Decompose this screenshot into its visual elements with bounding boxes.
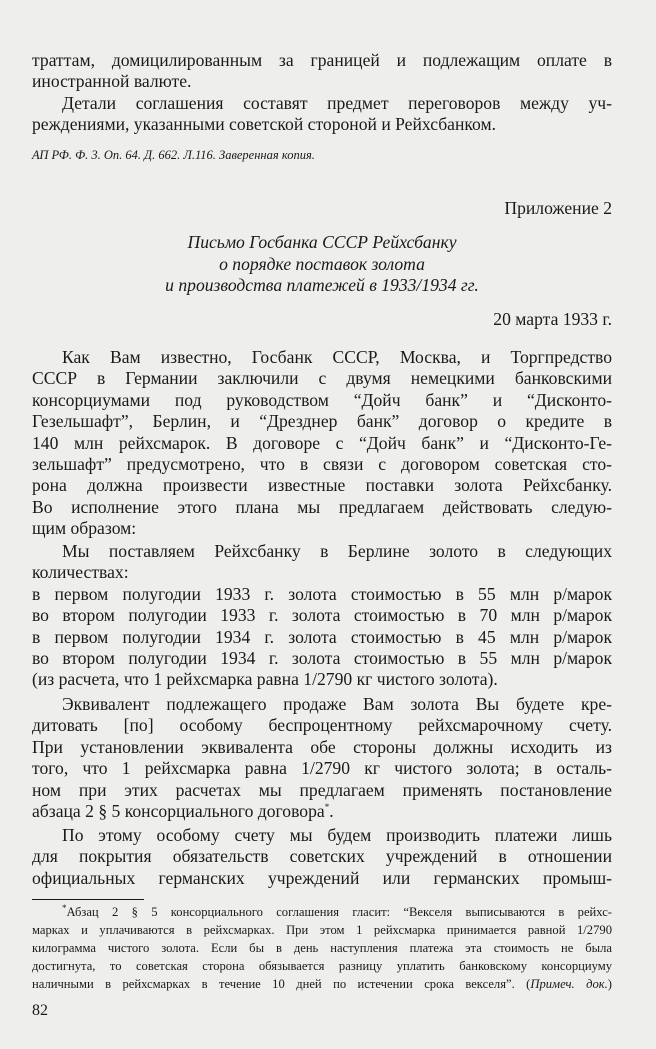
footnote-rule [32,899,144,900]
text-line [32,801,612,822]
text-line: 140 млн рейхсмарок. В договоре с “Дойч банк” и “Дисконто-Ге- [32,432,612,453]
text-line: Гезельшафт”, Берлин, и “Дрезднер банк” договор о кредите в [32,411,612,432]
text-line: для покрытия обязательств советских учреждений в отношении [32,846,612,867]
text-line: Эквивалент подлежащего продаже Вам золота Вы будете кре- [62,694,612,714]
text-segment: ) [607,976,612,991]
text-line: дитовать [по] особому беспроцентному рейхсмарочному счету. [32,715,612,736]
footnote-marker: * [62,902,67,913]
text-line: в первом полугодии 1933 г. золота стоимостью в 55 млн р/марок [32,583,612,604]
text-line: (из расчета, что 1 рейхсмарка равна 1/2790 кг чистого золота). [32,669,498,690]
text-line: траттам, домицилированным за границей и подлежащим оплате в [32,50,612,70]
text-line: рона должна произвести известные поставки золота Рейхсбанку. [32,475,612,496]
appendix-label: Приложение 2 [504,198,612,218]
text-segment: абзаца 2 § 5 консорциального договора [32,801,325,822]
paragraph-2 [32,541,612,691]
text-line: зельшафт” предусмотрено, что в связи с договором советская сто- [32,454,612,475]
text-line: во втором полугодии 1934 г. золота стоимостью в 55 млн р/марок [32,648,612,669]
page-number: 82 [32,1002,48,1019]
footnote-line [32,976,612,994]
text-segment: Абзац 2 § 5 консорциального соглашения гласит: “Векселя выписываются в рейхс- [66,905,612,919]
letter-date: 20 марта 1933 г. [493,309,612,329]
top-paragraph [32,50,612,136]
text-line: реждениями, указанными советской стороной и Рейхсбанком. [32,114,497,135]
text-line: щим образом: [32,518,137,539]
footnote-line: достигнута, то советская сторона обязывается разницу уплатить банковскому консорциуму [32,958,612,973]
paragraph-1 [32,347,612,540]
footnote-line [32,904,612,922]
text-line: количествах: [32,562,129,583]
text-line: СССР в Германии заключили с двумя немецкими банковскими [32,368,612,389]
text-line: ном при этих расчетах мы предлагаем применять постановление [32,779,612,800]
text-line: официальных германских учреждений или германских промыш- [32,867,612,888]
text-line: иностранной валюте. [32,71,192,92]
text-line: Детали соглашения составят предмет переговоров между уч- [62,92,612,113]
text-line: того, что 1 рейхсмарка равна 1/2790 кг чистого золота; в осталь- [32,758,612,779]
text-line: консорциумами под руководством “Дойч банк” и “Дисконто- [32,389,612,410]
text-segment: . [329,801,334,822]
document-title [32,232,612,297]
footnote-marker: * [324,802,330,813]
text-segment: наличными в рейхсмарках в течение 10 дней по истечении срока векселя”. ( [32,976,531,991]
text-line: По этому особому счету мы будем производить платежи лишь [62,825,612,845]
paragraph-4 [32,825,612,889]
footnote-line: марках и уплачиваются в рейхсмарках. При этом 1 рейхсмарка принимается равной 1/2790 [32,922,612,937]
title-line: и производства платежей в 1933/1934 гг. [165,275,479,295]
text-line: Во исполнение этого плана мы предлагаем действовать следую- [32,496,612,517]
text-line: Как Вам известно, Госбанк СССР, Москва, и Торгпредство [62,347,612,367]
footnote [32,904,612,994]
paragraph-3 [32,694,612,822]
footnote-line: килограмма чистого золота. Если бы в день наступления платежа эта стоимость не была [32,940,612,955]
text-line: При установлении эквивалента обе стороны должны исходить из [32,736,612,757]
title-line: о порядке поставок золота [219,253,425,274]
title-line: Письмо Госбанка СССР Рейхсбанку [187,232,457,252]
text-line: в первом полугодии 1934 г. золота стоимостью в 45 млн р/марок [32,626,612,647]
editor-note: Примеч. док. [530,976,608,991]
archive-source: АП РФ. Ф. 3. Оп. 64. Д. 662. Л.116. Заверенная копия. [32,148,315,162]
text-line: во втором полугодии 1933 г. золота стоимостью в 70 млн р/марок [32,605,612,626]
text-line: Мы поставляем Рейхсбанку в Берлине золото в следующих [62,541,612,561]
